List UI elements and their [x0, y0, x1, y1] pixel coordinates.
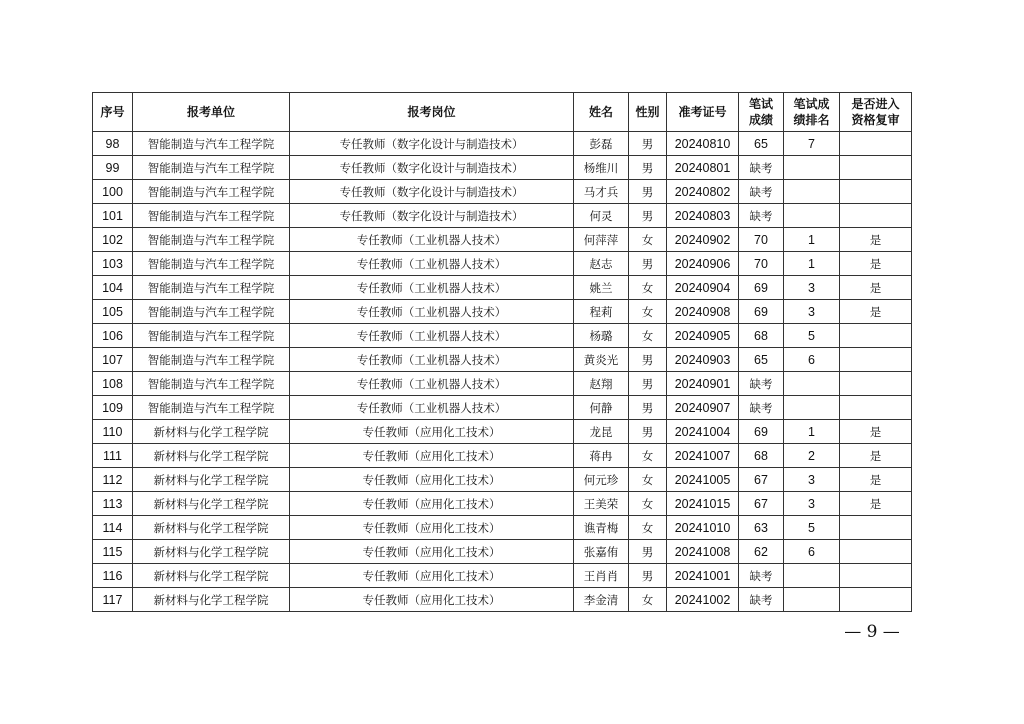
cell-rank: [784, 396, 840, 420]
cell-unit: 新材料与化学工程学院: [133, 420, 290, 444]
cell-seq: 110: [93, 420, 133, 444]
cell-unit: 新材料与化学工程学院: [133, 468, 290, 492]
cell-seq: 105: [93, 300, 133, 324]
cell-name: 何元珍: [574, 468, 629, 492]
cell-seq: 107: [93, 348, 133, 372]
cell-unit: 智能制造与汽车工程学院: [133, 300, 290, 324]
table-row: [93, 540, 912, 564]
table-row: [93, 492, 912, 516]
cell-review: [840, 180, 912, 204]
cell-ticket: 20240801: [667, 156, 739, 180]
cell-seq: 117: [93, 588, 133, 612]
cell-post: 专任教师（工业机器人技术）: [290, 252, 574, 276]
cell-gender: 女: [629, 228, 667, 252]
header-gender: 性别: [629, 93, 667, 132]
results-table: [92, 92, 912, 612]
cell-rank: 1: [784, 420, 840, 444]
cell-post: 专任教师（工业机器人技术）: [290, 396, 574, 420]
cell-ticket: 20241002: [667, 588, 739, 612]
cell-gender: 女: [629, 300, 667, 324]
cell-post: 专任教师（工业机器人技术）: [290, 348, 574, 372]
cell-post: 专任教师（应用化工技术）: [290, 420, 574, 444]
cell-seq: 109: [93, 396, 133, 420]
cell-unit: 智能制造与汽车工程学院: [133, 252, 290, 276]
cell-name: 何萍萍: [574, 228, 629, 252]
cell-review: [840, 132, 912, 156]
header-row: [93, 93, 912, 132]
cell-ticket: 20240901: [667, 372, 739, 396]
cell-review: [840, 156, 912, 180]
cell-score: 68: [739, 324, 784, 348]
cell-score: 69: [739, 276, 784, 300]
cell-seq: 98: [93, 132, 133, 156]
cell-seq: 108: [93, 372, 133, 396]
cell-gender: 男: [629, 564, 667, 588]
cell-ticket: 20240904: [667, 276, 739, 300]
header-review-line2: 资格复审: [851, 113, 900, 127]
cell-rank: [784, 156, 840, 180]
cell-ticket: 20240902: [667, 228, 739, 252]
cell-ticket: 20240906: [667, 252, 739, 276]
cell-name: 马才兵: [574, 180, 629, 204]
cell-unit: 智能制造与汽车工程学院: [133, 180, 290, 204]
cell-unit: 新材料与化学工程学院: [133, 492, 290, 516]
cell-post: 专任教师（应用化工技术）: [290, 444, 574, 468]
table-row: [93, 588, 912, 612]
header-score-line2: 成绩: [748, 113, 773, 127]
cell-rank: 2: [784, 444, 840, 468]
cell-ticket: 20240803: [667, 204, 739, 228]
cell-score: 缺考: [739, 396, 784, 420]
cell-ticket: 20241008: [667, 540, 739, 564]
cell-unit: 智能制造与汽车工程学院: [133, 348, 290, 372]
page-number: — 9 —: [844, 622, 900, 642]
cell-score: 65: [739, 348, 784, 372]
cell-review: 是: [840, 420, 912, 444]
table-row: [93, 156, 912, 180]
cell-post: 专任教师（数字化设计与制造技术）: [290, 204, 574, 228]
cell-rank: [784, 588, 840, 612]
cell-ticket: 20241005: [667, 468, 739, 492]
cell-ticket: 20241007: [667, 444, 739, 468]
header-rank-line2: 绩排名: [793, 113, 830, 127]
cell-score: 65: [739, 132, 784, 156]
cell-score: 63: [739, 516, 784, 540]
header-score: [739, 93, 784, 132]
table-row: [93, 300, 912, 324]
cell-seq: 99: [93, 156, 133, 180]
cell-rank: 1: [784, 228, 840, 252]
cell-ticket: 20240802: [667, 180, 739, 204]
cell-name: 彭磊: [574, 132, 629, 156]
cell-gender: 男: [629, 348, 667, 372]
cell-name: 程莉: [574, 300, 629, 324]
header-seq: 序号: [93, 93, 133, 132]
cell-seq: 114: [93, 516, 133, 540]
cell-score: 69: [739, 300, 784, 324]
table-row: [93, 468, 912, 492]
cell-rank: 6: [784, 348, 840, 372]
cell-post: 专任教师（数字化设计与制造技术）: [290, 132, 574, 156]
cell-review: 是: [840, 468, 912, 492]
cell-post: 专任教师（数字化设计与制造技术）: [290, 156, 574, 180]
cell-rank: 3: [784, 300, 840, 324]
table-row: [93, 180, 912, 204]
header-post: 报考岗位: [290, 93, 574, 132]
cell-review: [840, 588, 912, 612]
cell-name: 杨维川: [574, 156, 629, 180]
cell-unit: 智能制造与汽车工程学院: [133, 156, 290, 180]
cell-rank: 5: [784, 516, 840, 540]
cell-rank: 1: [784, 252, 840, 276]
cell-gender: 女: [629, 516, 667, 540]
cell-unit: 智能制造与汽车工程学院: [133, 204, 290, 228]
cell-name: 赵翔: [574, 372, 629, 396]
cell-rank: 6: [784, 540, 840, 564]
table-row: [93, 276, 912, 300]
cell-score: 缺考: [739, 372, 784, 396]
cell-seq: 115: [93, 540, 133, 564]
cell-review: [840, 396, 912, 420]
cell-name: 蒋冉: [574, 444, 629, 468]
cell-review: [840, 324, 912, 348]
cell-name: 龙昆: [574, 420, 629, 444]
table-header: [93, 93, 912, 132]
cell-gender: 女: [629, 492, 667, 516]
cell-review: 是: [840, 252, 912, 276]
cell-score: 67: [739, 492, 784, 516]
cell-score: 缺考: [739, 180, 784, 204]
cell-gender: 女: [629, 444, 667, 468]
cell-name: 何灵: [574, 204, 629, 228]
table-row: [93, 516, 912, 540]
table-row: [93, 396, 912, 420]
cell-name: 杨璐: [574, 324, 629, 348]
cell-gender: 女: [629, 276, 667, 300]
cell-unit: 智能制造与汽车工程学院: [133, 396, 290, 420]
cell-unit: 新材料与化学工程学院: [133, 588, 290, 612]
table-row: [93, 252, 912, 276]
cell-review: [840, 348, 912, 372]
cell-gender: 女: [629, 468, 667, 492]
header-name: 姓名: [574, 93, 629, 132]
header-score-line1: 笔试: [748, 97, 773, 111]
cell-post: 专任教师（工业机器人技术）: [290, 300, 574, 324]
cell-score: 67: [739, 468, 784, 492]
cell-unit: 智能制造与汽车工程学院: [133, 228, 290, 252]
cell-seq: 116: [93, 564, 133, 588]
cell-ticket: 20240908: [667, 300, 739, 324]
cell-rank: [784, 372, 840, 396]
table-row: [93, 564, 912, 588]
cell-unit: 新材料与化学工程学院: [133, 516, 290, 540]
header-review-line1: 是否进入: [851, 97, 900, 111]
cell-seq: 106: [93, 324, 133, 348]
cell-post: 专任教师（数字化设计与制造技术）: [290, 180, 574, 204]
header-rank: [784, 93, 840, 132]
cell-name: 王美荣: [574, 492, 629, 516]
cell-seq: 100: [93, 180, 133, 204]
cell-score: 缺考: [739, 588, 784, 612]
table-row: [93, 132, 912, 156]
cell-seq: 104: [93, 276, 133, 300]
cell-post: 专任教师（工业机器人技术）: [290, 228, 574, 252]
cell-score: 68: [739, 444, 784, 468]
cell-name: 王肖肖: [574, 564, 629, 588]
cell-post: 专任教师（应用化工技术）: [290, 492, 574, 516]
cell-ticket: 20240905: [667, 324, 739, 348]
table-row: [93, 420, 912, 444]
header-rank-line1: 笔试成: [793, 97, 830, 111]
cell-name: 姚兰: [574, 276, 629, 300]
cell-unit: 新材料与化学工程学院: [133, 564, 290, 588]
cell-rank: [784, 204, 840, 228]
cell-post: 专任教师（应用化工技术）: [290, 516, 574, 540]
cell-name: 黄炎光: [574, 348, 629, 372]
cell-rank: 7: [784, 132, 840, 156]
cell-rank: [784, 564, 840, 588]
cell-score: 70: [739, 252, 784, 276]
cell-unit: 智能制造与汽车工程学院: [133, 372, 290, 396]
cell-rank: [784, 180, 840, 204]
cell-review: 是: [840, 228, 912, 252]
cell-name: 何静: [574, 396, 629, 420]
cell-ticket: 20240903: [667, 348, 739, 372]
cell-rank: 3: [784, 468, 840, 492]
cell-unit: 新材料与化学工程学院: [133, 540, 290, 564]
cell-unit: 智能制造与汽车工程学院: [133, 324, 290, 348]
cell-seq: 112: [93, 468, 133, 492]
cell-score: 70: [739, 228, 784, 252]
table-body: [93, 132, 912, 612]
cell-review: [840, 204, 912, 228]
cell-gender: 男: [629, 204, 667, 228]
cell-gender: 男: [629, 252, 667, 276]
cell-rank: 3: [784, 492, 840, 516]
table-row: [93, 348, 912, 372]
cell-gender: 男: [629, 540, 667, 564]
cell-ticket: 20241015: [667, 492, 739, 516]
cell-gender: 女: [629, 588, 667, 612]
table-row: [93, 372, 912, 396]
table-row: [93, 228, 912, 252]
cell-review: [840, 372, 912, 396]
cell-ticket: 20241001: [667, 564, 739, 588]
table-row: [93, 324, 912, 348]
cell-gender: 男: [629, 420, 667, 444]
cell-ticket: 20240810: [667, 132, 739, 156]
cell-score: 缺考: [739, 564, 784, 588]
cell-unit: 智能制造与汽车工程学院: [133, 132, 290, 156]
cell-gender: 女: [629, 324, 667, 348]
cell-post: 专任教师（工业机器人技术）: [290, 276, 574, 300]
cell-review: 是: [840, 276, 912, 300]
cell-gender: 男: [629, 132, 667, 156]
cell-gender: 男: [629, 372, 667, 396]
cell-ticket: 20241010: [667, 516, 739, 540]
table-row: [93, 444, 912, 468]
header-review: [840, 93, 912, 132]
cell-unit: 智能制造与汽车工程学院: [133, 276, 290, 300]
cell-post: 专任教师（应用化工技术）: [290, 564, 574, 588]
cell-review: [840, 540, 912, 564]
cell-score: 缺考: [739, 156, 784, 180]
cell-gender: 男: [629, 396, 667, 420]
cell-seq: 103: [93, 252, 133, 276]
header-ticket: 准考证号: [667, 93, 739, 132]
cell-post: 专任教师（工业机器人技术）: [290, 324, 574, 348]
cell-review: [840, 516, 912, 540]
cell-name: 张嘉侑: [574, 540, 629, 564]
cell-post: 专任教师（应用化工技术）: [290, 468, 574, 492]
cell-ticket: 20241004: [667, 420, 739, 444]
cell-seq: 113: [93, 492, 133, 516]
cell-gender: 男: [629, 156, 667, 180]
cell-rank: 5: [784, 324, 840, 348]
cell-seq: 101: [93, 204, 133, 228]
cell-gender: 男: [629, 180, 667, 204]
cell-post: 专任教师（工业机器人技术）: [290, 372, 574, 396]
table-row: [93, 204, 912, 228]
cell-review: 是: [840, 492, 912, 516]
cell-ticket: 20240907: [667, 396, 739, 420]
cell-review: 是: [840, 444, 912, 468]
cell-name: 谯青梅: [574, 516, 629, 540]
cell-name: 赵志: [574, 252, 629, 276]
cell-post: 专任教师（应用化工技术）: [290, 588, 574, 612]
cell-score: 62: [739, 540, 784, 564]
cell-score: 69: [739, 420, 784, 444]
cell-review: 是: [840, 300, 912, 324]
cell-score: 缺考: [739, 204, 784, 228]
cell-seq: 102: [93, 228, 133, 252]
cell-name: 李金清: [574, 588, 629, 612]
cell-post: 专任教师（应用化工技术）: [290, 540, 574, 564]
cell-review: [840, 564, 912, 588]
cell-seq: 111: [93, 444, 133, 468]
header-unit: 报考单位: [133, 93, 290, 132]
cell-rank: 3: [784, 276, 840, 300]
cell-unit: 新材料与化学工程学院: [133, 444, 290, 468]
